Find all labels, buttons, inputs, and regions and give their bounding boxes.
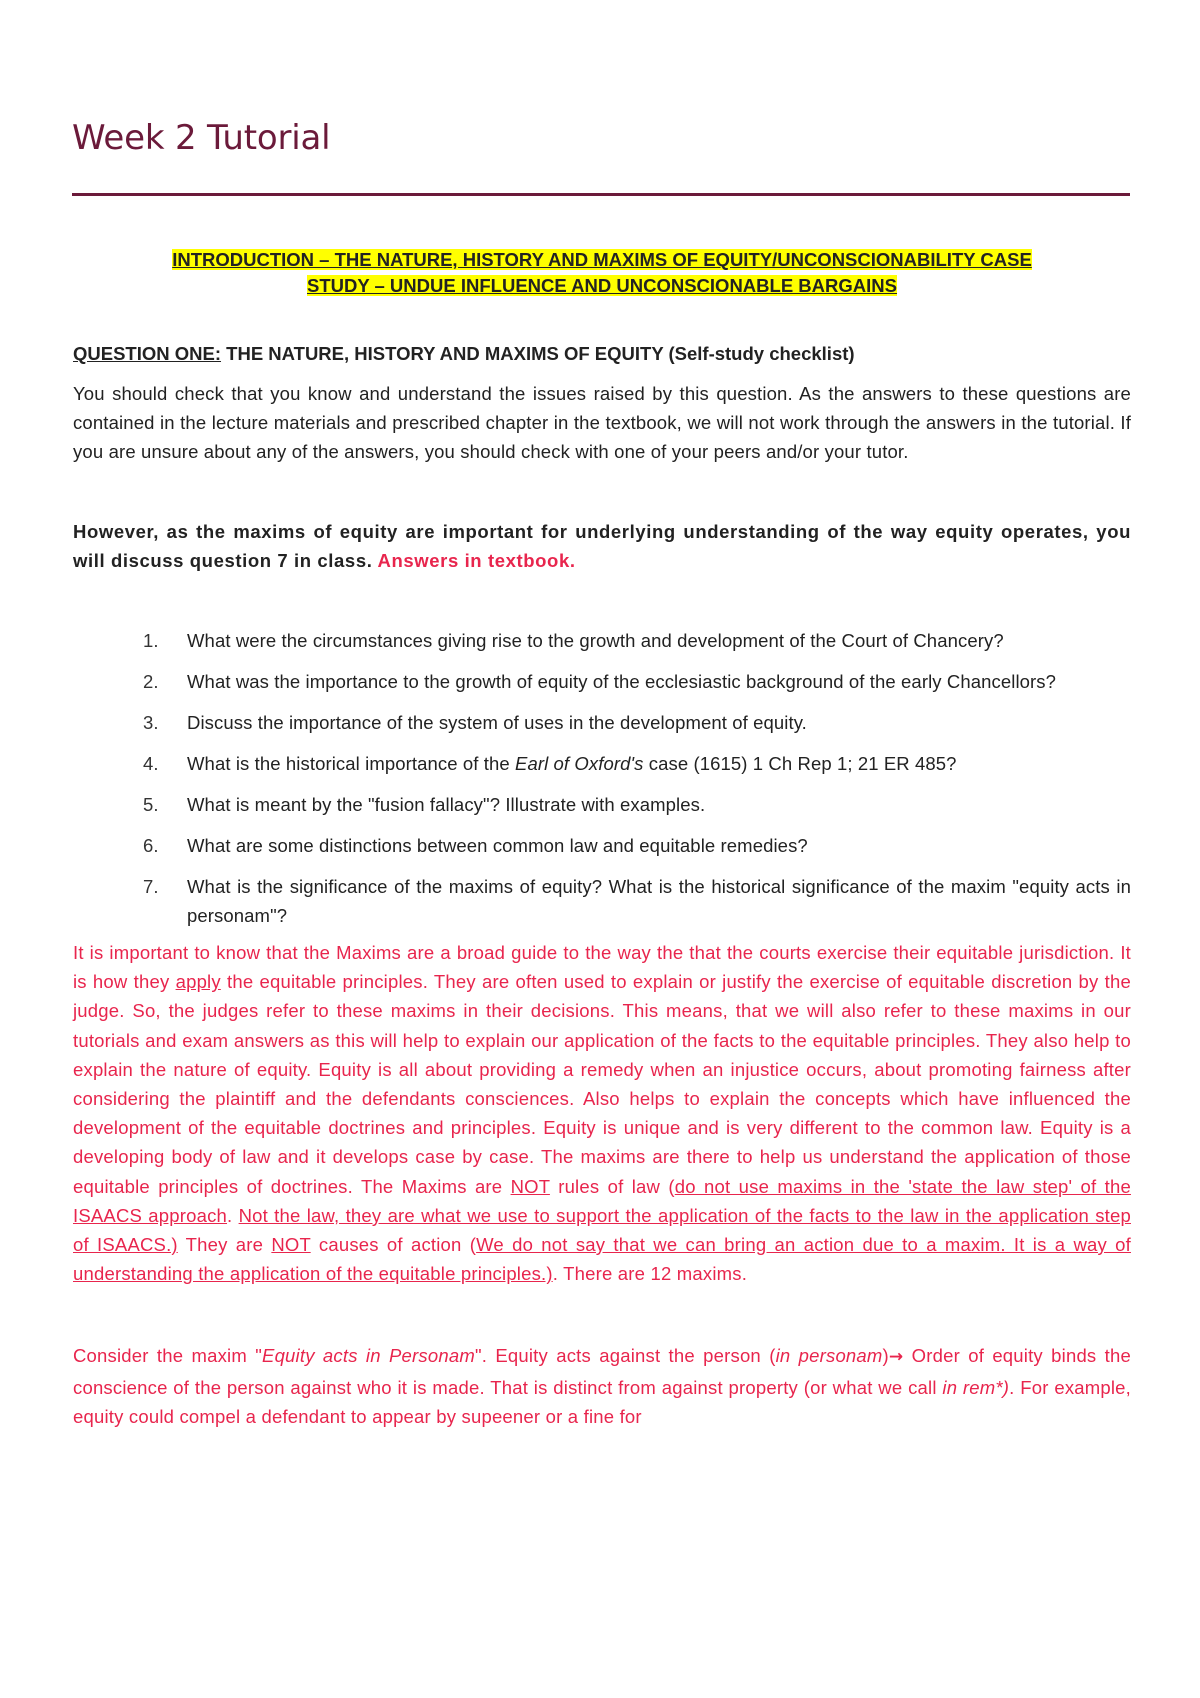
list-item-number: 7. — [143, 876, 159, 897]
list-item-text: What was the importance to the growth of equity of the ecclesiastic background of the early Chancellors? — [187, 671, 1057, 692]
apply-word: apply — [175, 971, 221, 993]
page-title: Week 2 Tutorial — [72, 118, 331, 158]
list-item-text: Discuss the importance of the system of uses in the development of equity. — [187, 712, 807, 733]
action-note-underlined: We do not say that we can bring an action due to a maxim. It is a way of understanding the application of the equitable principles.) — [73, 1234, 1131, 1285]
answer-text: They are — [177, 1234, 272, 1256]
intro-heading — [73, 247, 1131, 299]
case-name: Earl of Oxford's — [515, 753, 644, 774]
list-item — [73, 626, 1131, 655]
answer-text: the equitable principles. They are often used to explain or justify the exercise of equitable discretion by the judge. So, the judges refer to these maxims in their decisions. This means, that we will also refer to these maxims in our tutorials and exam answers as this will help to explain our application of the facts to the equitable principles. They also help to explain the nature of equity. Equity is all about providing a remedy when an injustice occurs, about promoting fairness after considering the plaintiff and the defendants consciences. Also helps to explain the concepts which have influenced the development of the equitable doctrines and principles. Equity is unique and is very different to the common law. Equity is a developing body of law and it develops case by case. The maxims are there to help us understand the application of those equitable principles of doctrines. The Maxims are — [73, 971, 1131, 1197]
answer-text: ) — [882, 1345, 889, 1367]
answer-text: It is important to know that the Maxims are a broad guide to the way the that the courts exercise their equitable jurisdiction. It is how they — [73, 942, 1131, 993]
intro-heading-line2: STUDY – UNDUE INFLUENCE AND UNCONSCIONABLE BARGAINS — [307, 275, 897, 296]
note-answers-text: Answers in textbook. — [377, 550, 576, 571]
intro-heading-line1: INTRODUCTION – THE NATURE, HISTORY AND MAXIMS OF EQUITY/UNCONSCIONABILITY CASE — [172, 249, 1032, 270]
question-one-title: THE NATURE, HISTORY AND MAXIMS OF EQUITY (Self-study checklist) — [221, 343, 855, 364]
question-one-heading — [73, 341, 1131, 367]
question-one-note — [73, 517, 1131, 575]
list-item-text: What is meant by the "fusion fallacy"? Illustrate with examples. — [187, 794, 706, 815]
list-item — [73, 790, 1131, 819]
list-item-number: 3. — [143, 712, 159, 733]
title-divider — [72, 193, 1130, 196]
list-item — [73, 872, 1131, 930]
note-bold-text: However, as the maxims of equity are important for underlying understanding of the way equity operates, you will discuss question 7 in class. — [73, 521, 1131, 571]
application-note-underlined: Not the law, they are what we use to support the application of the facts to the law in the application step of ISAACS.) — [73, 1204, 1131, 1256]
list-item-number: 4. — [143, 753, 159, 774]
answer-text: rules of law ( — [549, 1175, 675, 1197]
list-item — [73, 708, 1131, 737]
answer-text: . For example, equity could compel a defendant to appear by supeener or a fine for — [73, 1376, 1131, 1427]
isaacs-note-underlined: do not use maxims in the 'state the law step' of the ISAACS approach — [73, 1175, 1131, 1226]
not-word: NOT — [271, 1234, 311, 1256]
list-item — [73, 667, 1131, 696]
document-body — [73, 247, 1131, 1431]
not-word: NOT — [510, 1175, 550, 1197]
in-rem-italic: in rem*) — [942, 1376, 1010, 1398]
list-item — [73, 749, 1131, 778]
list-item-text: What were the circumstances giving rise to the growth and development of the Court of Chancery? — [187, 630, 1004, 651]
list-item-number: 5. — [143, 794, 159, 815]
answer-text: Consider the maxim " — [73, 1345, 263, 1367]
question-list — [73, 626, 1131, 930]
list-item-number: 1. — [143, 630, 159, 651]
answer-text: . There are 12 maxims. — [552, 1263, 748, 1285]
answer-text: causes of action ( — [310, 1234, 477, 1256]
in-personam-italic: in personam — [775, 1345, 883, 1367]
question-one-label: QUESTION ONE: — [73, 343, 222, 364]
answer-paragraph-in-personam — [73, 1341, 1131, 1431]
list-item-text: What is the significance of the maxims of equity? What is the historical significance of the maxim "equity acts in personam"? — [187, 876, 1131, 926]
answer-text: ". Equity acts against the person ( — [474, 1345, 776, 1367]
list-item-number: 6. — [143, 835, 159, 856]
answer-paragraph-maxims — [73, 938, 1131, 1288]
list-item-text-post: case (1615) 1 Ch Rep 1; 21 ER 485? — [643, 753, 957, 774]
answer-text: Order of equity binds the conscience of the person against who it is made. That is distinct from against property (or what we call — [73, 1345, 1131, 1398]
answer-text: . — [227, 1204, 239, 1226]
question-one-paragraph: You should check that you know and understand the issues raised by this question. As the answers to these questions are contained in the lecture materials and prescribed chapter in the textbook, we will not work through the answers in the tutorial. If you are unsure about any of the answers, you should check with one of your peers and/or your tutor. — [73, 383, 1131, 462]
maxim-italic: Equity acts in Personam — [262, 1345, 475, 1367]
arrow-right-icon: → — [888, 1347, 904, 1368]
list-item-number: 2. — [143, 671, 159, 692]
list-item-text: What are some distinctions between common law and equitable remedies? — [187, 835, 808, 856]
list-item — [73, 831, 1131, 860]
list-item-text-pre: What is the historical importance of the — [187, 753, 515, 774]
